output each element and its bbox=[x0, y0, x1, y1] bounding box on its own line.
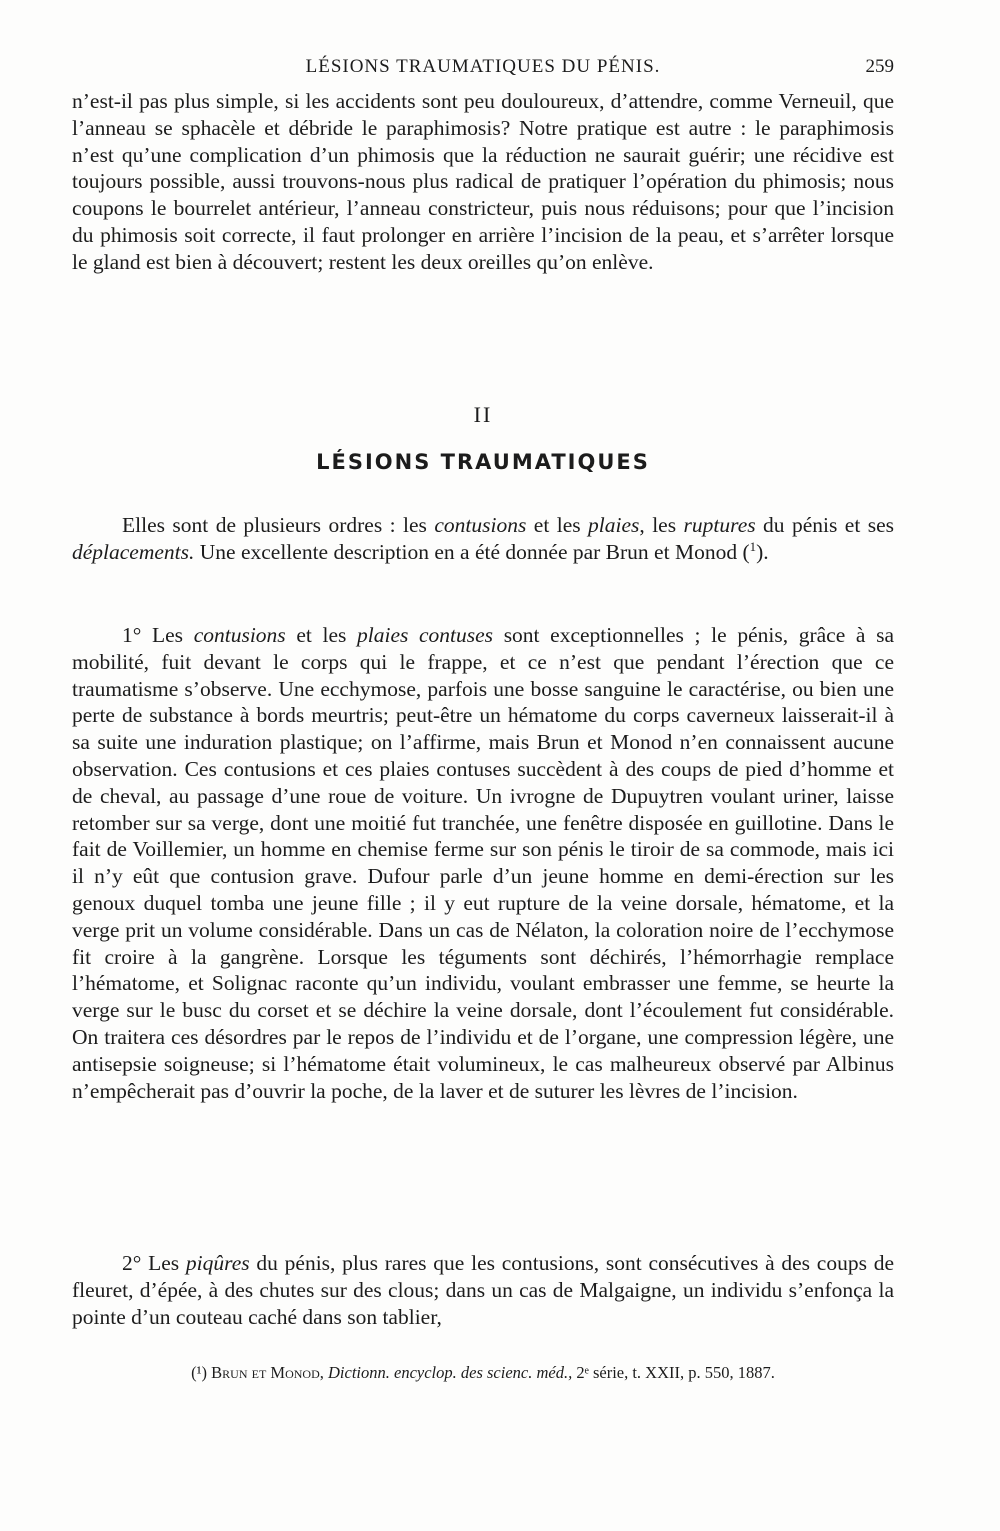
footnote bbox=[72, 1362, 894, 1384]
page-number: 259 bbox=[865, 56, 894, 77]
term-piqures: piqûres bbox=[185, 1251, 250, 1275]
running-head: LÉSIONS TRAUMATIQUES DU PÉNIS. bbox=[305, 56, 661, 77]
paragraph-text: 2° Les piqûres du pénis, plus rares que les contusions, sont consécutives à des coups de fleuret, d’épée, à des chutes sur des clous; dans un cas de Malgaigne, un individu s’enfonça la pointe d’un couteau caché dans son tablier, bbox=[72, 1251, 895, 1329]
footnote-work: Dictionn. encyclop. des scienc. méd., bbox=[328, 1363, 573, 1382]
term-contusions: contusions bbox=[193, 623, 286, 647]
footnote-authors: Brun et Monod, bbox=[211, 1363, 324, 1382]
page-header bbox=[72, 56, 894, 84]
footnote-marker: (¹) bbox=[191, 1363, 208, 1382]
term-plaies-contuses: plaies contuses bbox=[357, 623, 494, 647]
paragraph-text: Elles sont de plusieurs ordres : les contusions et les plaies, les ruptures du pénis et ses déplacements. Une excellente description en a été donnée par Brun et Monod ($^1$). bbox=[72, 513, 895, 564]
paragraph-continuation bbox=[72, 88, 894, 276]
term-contusions: contusions bbox=[434, 513, 527, 537]
paragraph-text: 1° Les contusions et les plaies contuses sont exceptionnelles ; le pénis, grâce à sa mobilité, fuit devant le corps qui le frappe, et ce n’est que pendant l’érection que ce traumatisme s’observe. Une ecchymose, parfois une bosse sanguine le caractérise, ou bien une perte de substance à bords meurtris; peut-être un hématome du corps caverneux laisserait-il à sa suite une induration plastique; on l’affirme, mais Brun et Monod n’en connaissent aucune observation. Ces contusions et ces plaies contuses succèdent à des coups de pied d’homme et de cheval, au passage d’une roue de voiture. Un ivrogne de Dupuytren voulant uriner, laisse retomber sur sa verge, dont une moitié fut tranchée, une fenêtre disposée en guillotine. Dans le fait de Voillemier, un homme en chemise ferme sur son pénis le tiroir de sa commode, mais ici il n’y eût que contusion grave. Dufour parle d’un jeune homme en demi-érection sur les genoux duquel tomba une jeune fille ; il y eut rupture de la veine dorsale, hématome, et la verge prit un volume considérable. Dans un cas de Nélaton, la coloration noire de l’ecchymose fit croire à la gangrène. Lorsque les téguments sont déchirés, l’hémorrhagie remplace l’hématome, et Solignac raconte qu’un individu, voulant embrasser une femme, se heurte la verge sur le busc du corset et se déchire la veine dorsale, dont l’écoulement fut considérable. On traitera ces désordres par le repos de l’individu et de l’organe, une compression légère, une antisepsie soigneuse; si l’hématome était volumineux, le cas malheureux observé par Albinus n’empêcherait pas d’ouvrir la poche, de la laver et de suturer les lèvres de l’incision. bbox=[72, 623, 894, 1103]
paragraph-piqures bbox=[72, 1250, 894, 1330]
term-ruptures: ruptures bbox=[683, 513, 756, 537]
section-number: II bbox=[473, 402, 493, 427]
term-plaies: plaies bbox=[588, 513, 640, 537]
term-deplacements: déplacements. bbox=[72, 539, 195, 564]
footnote-details: 2ᵉ série, t. XXII, p. 550, 1887. bbox=[572, 1363, 775, 1382]
paragraph-text: n’est-il pas plus simple, si les accidents sont peu douloureux, d’attendre, comme Verneuil, que l’anneau se sphacèle et débride le paraphimosis? Notre pratique est autre : le paraphimosis n’est qu’une complication d’un phimosis que la réduction ne saurait guérir; une récidive est toujours possible, aussi trouvons-nous plus radical de pratiquer l’opération du phimosis; nous coupons le bourrelet antérieur, l’anneau constricteur, puis nous réduisons; pour que l’incision du phimosis soit correcte, il faut prolonger en arrière l’incision de la peau, et s’arrêter lorsque le gland est bien à découvert; restent les deux oreilles qu’on enlève. bbox=[72, 89, 894, 274]
footnote-reference: 1 bbox=[749, 539, 757, 554]
section-title: LÉSIONS TRAUMATIQUES bbox=[316, 450, 650, 474]
paragraph-intro bbox=[72, 512, 894, 566]
paragraph-contusions bbox=[72, 622, 894, 1104]
